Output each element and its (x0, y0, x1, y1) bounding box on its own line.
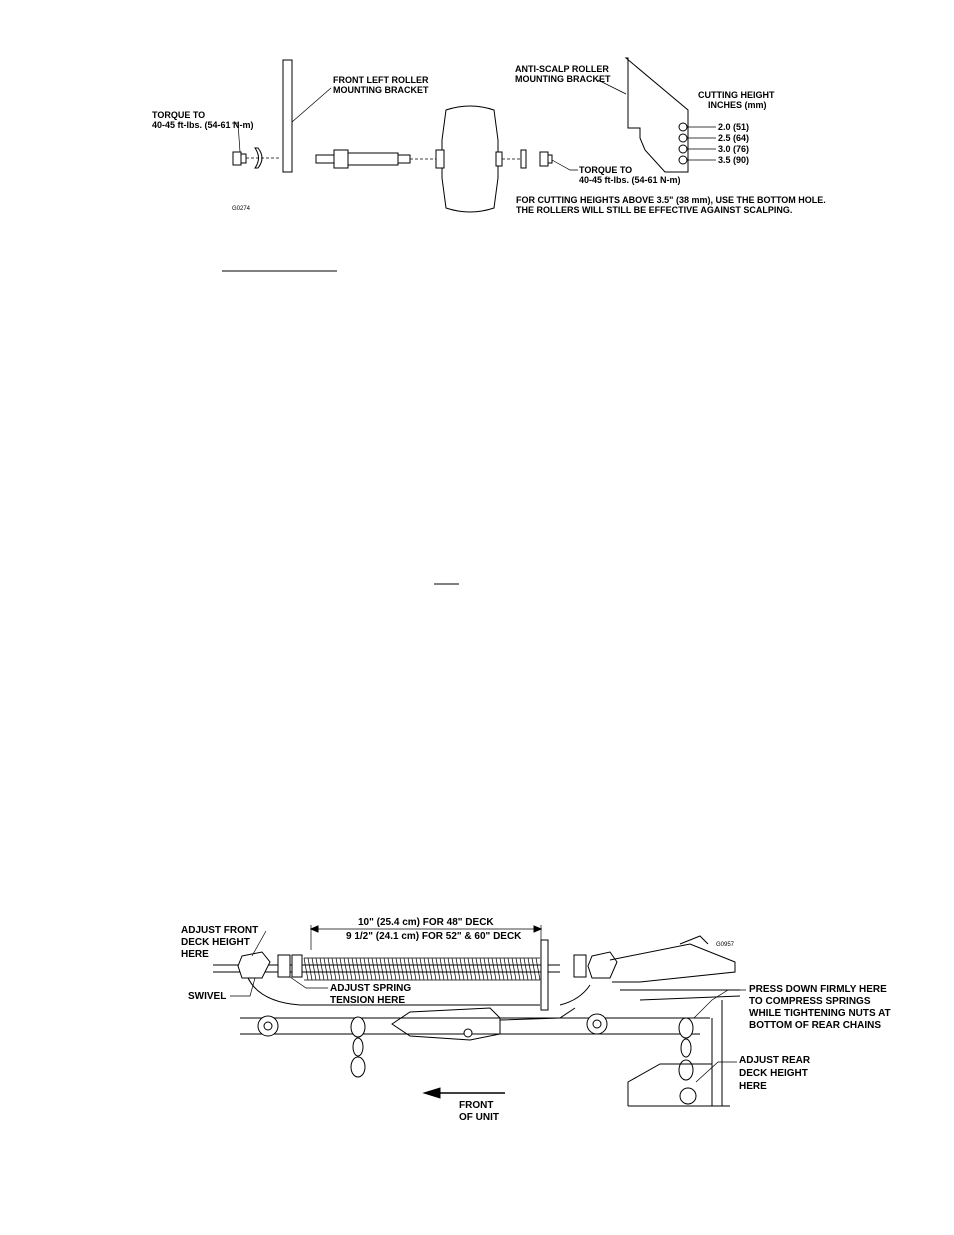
anti-scalp-bracket-leader (598, 80, 626, 94)
spring-coil (500, 958, 504, 980)
deck-linkage-figure (181, 917, 891, 1123)
front-pivot (258, 1016, 278, 1036)
torque-right-leader (552, 160, 578, 170)
cutting-height-header-line1: CUTTING HEIGHT (698, 90, 775, 100)
rear-mount-plate (610, 944, 735, 982)
height-label-4: 3.5 (90) (718, 155, 750, 165)
spring-coil (304, 958, 308, 980)
spring-coil (524, 958, 528, 980)
rear-pivot (587, 1014, 607, 1034)
spring-coil (432, 958, 436, 980)
spring-coil (488, 958, 492, 980)
rear-post (712, 1000, 722, 1106)
press-down-leader (694, 990, 746, 1018)
spring-coil (484, 958, 488, 980)
rear-mount-block (628, 1064, 712, 1106)
front-of-unit-line2: OF UNIT (459, 1112, 499, 1123)
spring-coil (532, 958, 536, 980)
spring-coil (516, 958, 520, 980)
height-hole-4 (679, 156, 687, 164)
spring-coil (520, 958, 524, 980)
note-line2: THE ROLLERS WILL STILL BE EFFECTIVE AGAINST SCALPING. (516, 205, 793, 215)
height-hole-2 (679, 134, 687, 142)
spring-coil (508, 958, 512, 980)
torque-right-line1: TORQUE TO (579, 165, 633, 175)
spring-coil (364, 958, 368, 980)
spring-coil (476, 958, 480, 980)
anti-scalp-roller (442, 106, 498, 212)
roller-hub-right (496, 152, 502, 166)
spring-coil (416, 958, 420, 980)
spring-coil (496, 958, 500, 980)
spring-coil (372, 958, 376, 980)
roller-hub-left (436, 150, 444, 168)
spring-coil (380, 958, 384, 980)
anti-scalp-bracket-plate (626, 58, 688, 172)
spring-tension-nut (278, 955, 290, 977)
roller-axle (316, 150, 436, 168)
cutting-height-header-line2: INCHES (mm) (708, 100, 767, 110)
rear-chain-pin (680, 1088, 696, 1104)
spring-stop-plate (541, 940, 548, 1010)
spring-coil (328, 958, 332, 980)
dimension-line1: 10" (25.4 cm) FOR 48" DECK (358, 917, 494, 928)
spring-coil (368, 958, 372, 980)
spring-coil (360, 958, 364, 980)
spring-coil (492, 958, 496, 980)
spring-coil (400, 958, 404, 980)
spring-coil (308, 958, 312, 980)
spring-coil (324, 958, 328, 980)
spring-coil (504, 958, 508, 980)
spring-coil (408, 958, 412, 980)
torque-left-line1: TORQUE TO (152, 110, 206, 120)
spindle-linkage (392, 1008, 500, 1040)
adjust-rear-line3: HERE (739, 1081, 767, 1092)
compression-spring (304, 958, 540, 980)
spring-coil (348, 958, 352, 980)
front-chain (351, 1017, 365, 1077)
deck-frame-bar (240, 1018, 710, 1034)
spring-coil (404, 958, 408, 980)
spring-coil (396, 958, 400, 980)
spring-coil (440, 958, 444, 980)
press-down-line1: PRESS DOWN FIRMLY HERE (749, 984, 887, 995)
height-label-2: 2.5 (64) (718, 133, 750, 143)
torque-right-line2: 40-45 ft-lbs. (54-61 N-m) (579, 175, 681, 185)
spring-coil (384, 958, 388, 980)
right-nut-collar (548, 155, 552, 163)
left-bolt-head (233, 152, 241, 165)
spring-coil (320, 958, 324, 980)
torque-left-line2: 40-45 ft-lbs. (54-61 N-m) (152, 120, 254, 130)
adjust-spring-line1: ADJUST SPRING (330, 983, 412, 994)
adjust-spring-leader (290, 977, 328, 988)
spring-coil (332, 958, 336, 980)
dimension-line2: 9 1/2" (24.1 cm) FOR 52" & 60" DECK (346, 931, 522, 942)
spindle-bolt (464, 1029, 472, 1037)
spring-coil (464, 958, 468, 980)
rear-frame-lines (620, 990, 740, 1000)
spring-coil (352, 958, 356, 980)
anti-scalp-bracket-line2: MOUNTING BRACKET (515, 74, 611, 84)
spring-coil (412, 958, 416, 980)
roller-assembly-figure (152, 58, 826, 215)
spring-coil (336, 958, 340, 980)
press-down-line2: TO COMPRESS SPRINGS (749, 996, 871, 1007)
left-bolt-shank (241, 154, 246, 163)
press-down-line4: BOTTOM OF REAR CHAINS (749, 1020, 882, 1031)
figure1-code: G0274 (232, 206, 251, 212)
spring-coil (436, 958, 440, 980)
rear-nut-1 (574, 955, 586, 977)
front-arrow-head (424, 1088, 440, 1098)
spring-coil (356, 958, 360, 980)
spring-coil (392, 958, 396, 980)
adjust-front-line1: ADJUST FRONT (181, 925, 259, 936)
spring-coil (452, 958, 456, 980)
spring-coil (420, 958, 424, 980)
spring-coil (448, 958, 452, 980)
adjust-rear-line2: DECK HEIGHT (739, 1068, 808, 1079)
right-washer (521, 150, 526, 168)
spring-coil (344, 958, 348, 980)
rear-mount-tab (680, 936, 708, 944)
front-left-bracket-line2: MOUNTING BRACKET (333, 85, 429, 95)
spring-coil (444, 958, 448, 980)
height-label-1: 2.0 (51) (718, 122, 750, 132)
figure2-code: G0957 (716, 942, 735, 948)
rear-chain (679, 1018, 696, 1104)
spring-coil (468, 958, 472, 980)
height-label-3: 3.0 (76) (718, 144, 750, 154)
note-line1: FOR CUTTING HEIGHTS ABOVE 3.5" (38 mm), USE THE BOTTOM HOLE. (516, 195, 826, 205)
spring-coil (340, 958, 344, 980)
rear-swivel-nut (588, 952, 617, 978)
spring-coil (316, 958, 320, 980)
front-left-bracket-plate (283, 60, 292, 172)
adjust-front-line3: HERE (181, 949, 209, 960)
adjust-rear-leader (696, 1062, 737, 1082)
spring-coil (472, 958, 476, 980)
spring-coil (536, 958, 540, 980)
right-nut (540, 152, 548, 166)
spring-coil (376, 958, 380, 980)
spring-coil (456, 958, 460, 980)
adjust-rear-line1: ADJUST REAR (739, 1055, 811, 1066)
spring-coil (312, 958, 316, 980)
adjust-spring-line2: TENSION HERE (330, 995, 406, 1006)
spring-coil (528, 958, 532, 980)
front-left-bracket-line1: FRONT LEFT ROLLER (333, 75, 429, 85)
press-down-line3: WHILE TIGHTENING NUTS AT (749, 1008, 891, 1019)
spring-tension-nut-2 (292, 955, 302, 977)
front-adjust-nut (238, 952, 270, 978)
spring-coil (428, 958, 432, 980)
front-of-unit-line1: FRONT (459, 1100, 494, 1111)
height-hole-1 (679, 123, 687, 131)
rear-arm (560, 985, 590, 1005)
adjust-front-line2: DECK HEIGHT (181, 937, 250, 948)
spring-coil (512, 958, 516, 980)
height-hole-3 (679, 145, 687, 153)
anti-scalp-bracket-line1: ANTI-SCALP ROLLER (515, 64, 609, 74)
swivel-leader (230, 978, 255, 996)
spring-coil (460, 958, 464, 980)
spring-coil (388, 958, 392, 980)
swivel-label: SWIVEL (188, 991, 227, 1002)
spring-coil (480, 958, 484, 980)
front-left-bracket-leader (292, 88, 331, 122)
spring-coil (424, 958, 428, 980)
